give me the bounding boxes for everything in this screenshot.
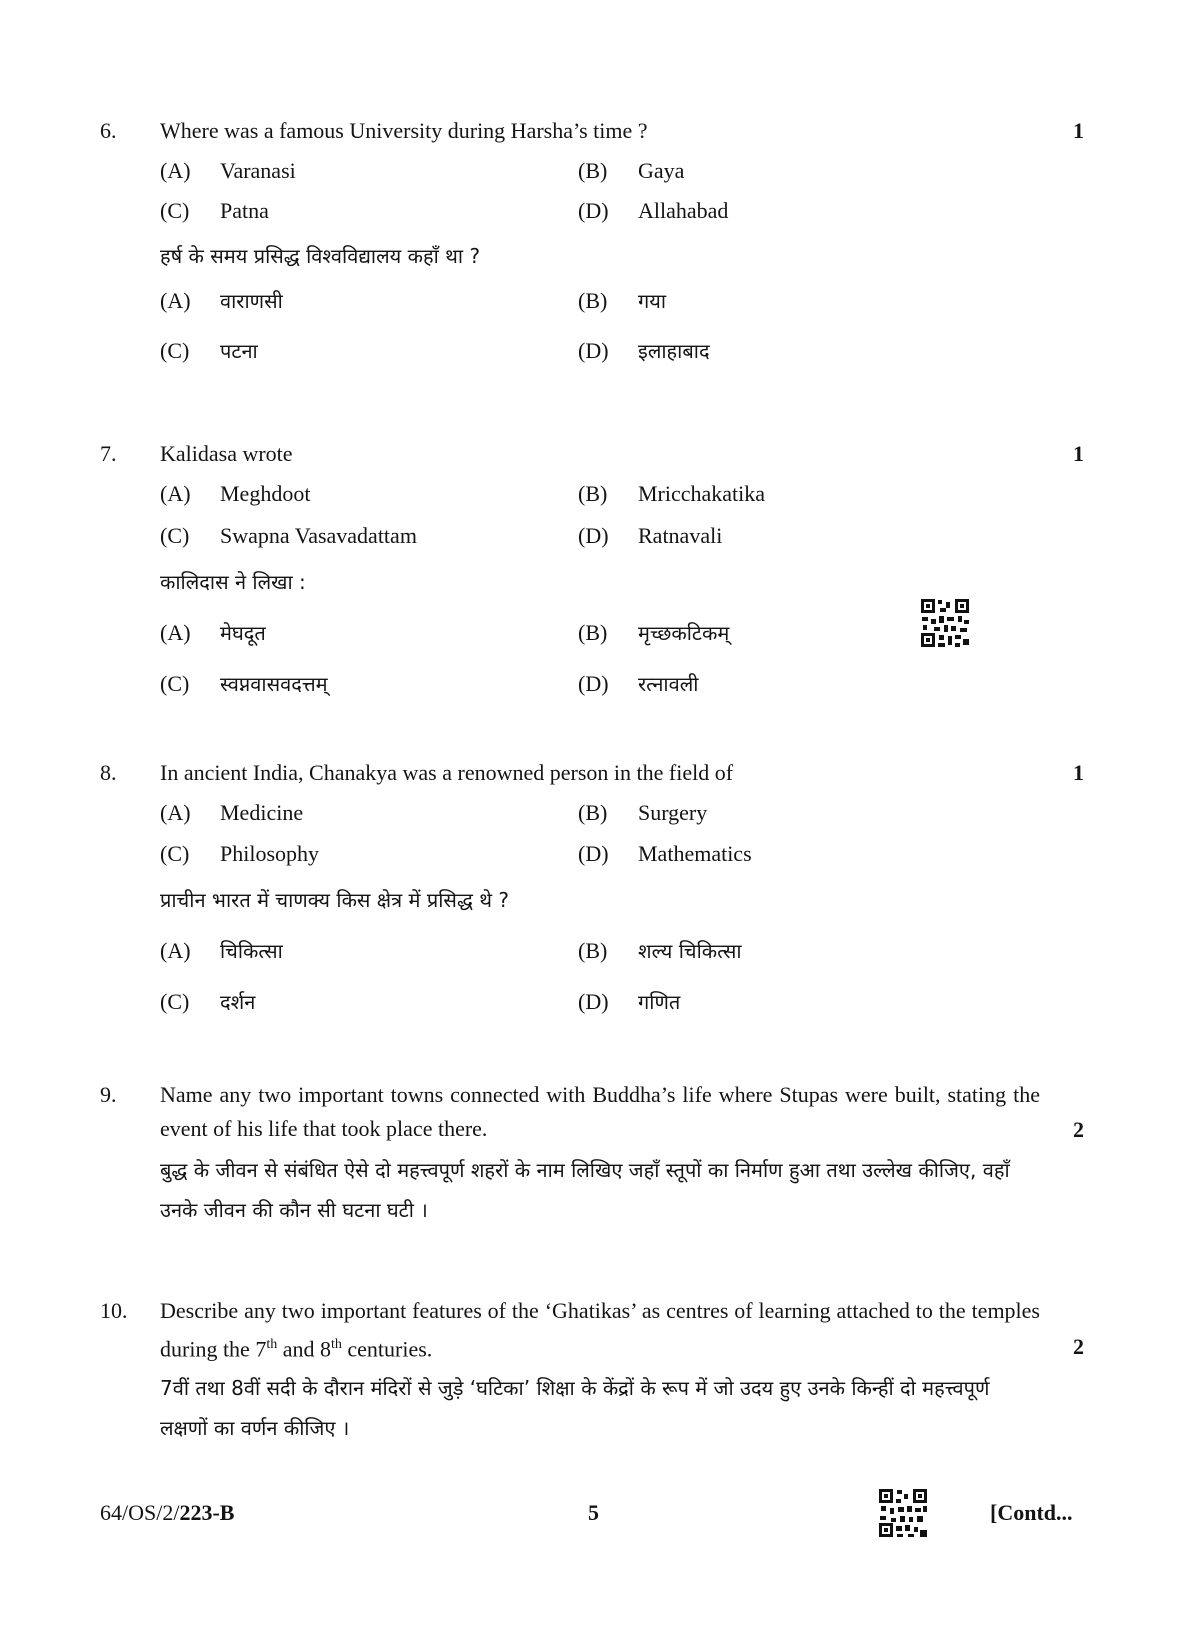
option-a: (A) Varanasi	[160, 158, 296, 183]
question-text: Where was a famous University during Harsha’s time ?	[160, 118, 648, 143]
question-number: 6.	[100, 118, 117, 143]
option-c: (C) Swapna Vasavadattam	[160, 523, 417, 548]
option-c-hindi: (C) पटना	[160, 338, 258, 363]
question-text-hindi: हर्ष के समय प्रसिद्ध विश्वविद्यालय कहाँ था ?	[160, 244, 481, 268]
option-a: (A) Meghdoot	[160, 481, 311, 506]
question-text-hindi: 7वीं तथा 8वीं सदी के दौरान मंदिरों से जुड़े ‘घटिका’ शिक्षा के केंद्रों के रूप में जो उदय हुए उनके किन्हीं दो महत्त्वपूर्ण लक्षणों का वर्णन कीजिए ।	[160, 1376, 990, 1440]
option-b-hindi: (B) शल्य चिकित्सा	[578, 938, 742, 963]
option-b: (B) Surgery	[578, 800, 708, 825]
option-b: (B) Mricchakatika	[578, 481, 766, 506]
option-a-hindi: (A) चिकित्सा	[160, 938, 283, 963]
qr-code-icon	[878, 1488, 928, 1538]
option-b-hindi: (B) मृच्छकटिकम्	[578, 620, 730, 645]
option-a-hindi: (A) वाराणसी	[160, 288, 283, 313]
option-c: (C) Philosophy	[160, 841, 320, 866]
paper-code: 64/OS/2/223-B	[100, 1500, 235, 1525]
question-text-hindi: प्राचीन भारत में चाणक्य किस क्षेत्र में प्रसिद्ध थे ?	[160, 888, 510, 912]
question-number: 7.	[100, 441, 117, 466]
option-c-hindi: (C) दर्शन	[160, 989, 256, 1014]
question-text-hindi: कालिदास ने लिखा :	[160, 570, 306, 594]
question-number: 8.	[100, 760, 117, 785]
question-marks: 2	[1073, 1334, 1084, 1359]
page-number: 5	[588, 1500, 599, 1525]
question-number: 9.	[100, 1082, 117, 1107]
continued-label: [Contd...	[990, 1500, 1073, 1525]
question-marks: 2	[1073, 1117, 1084, 1142]
option-b: (B) Gaya	[578, 158, 685, 183]
option-d-hindi: (D) रत्नावली	[578, 671, 699, 696]
question-text: Kalidasa wrote	[160, 441, 293, 466]
question-text: Describe any two important features of the ‘Ghatikas’ as centres of learning attached to the temples during the 7th and 8th centuries.	[160, 1298, 1040, 1362]
option-c: (C) Patna	[160, 198, 269, 223]
question-text: Name any two important towns connected with Buddha’s life where Stupas were built, stating the event of his life that took place there.	[160, 1082, 1040, 1141]
option-d: (D) Allahabad	[578, 198, 729, 223]
option-d-hindi: (D) गणित	[578, 989, 681, 1014]
option-d: (D) Ratnavali	[578, 523, 723, 548]
option-c-hindi: (C) स्वप्नवासवदत्तम्	[160, 671, 328, 696]
option-a: (A) Medicine	[160, 800, 304, 825]
question-text: In ancient India, Chanakya was a renowned person in the field of	[160, 760, 734, 785]
question-number: 10.	[100, 1298, 128, 1323]
question-text-hindi: बुद्ध के जीवन से संबंधित ऐसे दो महत्त्वपूर्ण शहरों के नाम लिखिए जहाँ स्तूपों का निर्माण हुआ तथा उल्लेख कीजिए, वहाँ उनके जीवन की कौन सी घटना घटी ।	[160, 1158, 1010, 1222]
option-d-hindi: (D) इलाहाबाद	[578, 338, 710, 363]
question-marks: 1	[1073, 118, 1084, 143]
option-a-hindi: (A) मेघदूत	[160, 620, 266, 645]
question-marks: 1	[1073, 760, 1084, 785]
question-marks: 1	[1073, 441, 1084, 466]
option-d: (D) Mathematics	[578, 841, 752, 866]
qr-code-icon	[920, 598, 970, 648]
option-b-hindi: (B) गया	[578, 288, 667, 313]
